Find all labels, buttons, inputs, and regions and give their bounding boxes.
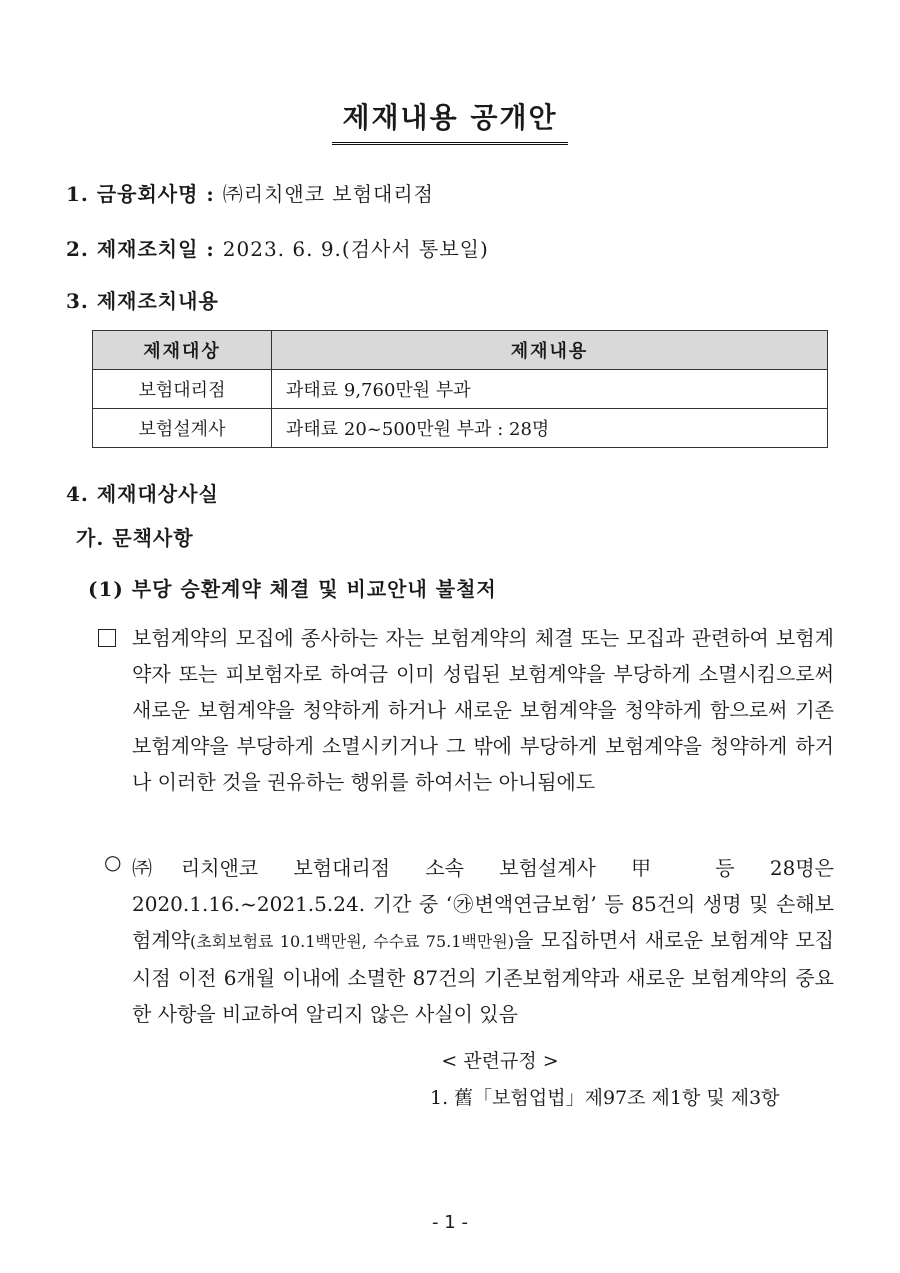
section-2-label: 2. 제재조치일 : — [66, 237, 215, 261]
paragraph-fact-part3: 을 모집하면서 새로운 보험계약 모집시점 이전 6개월 이내에 소멸한 87건의 기존보험계약과 새로운 보험계약의 중요한 사항을 비교하여 알리지 않은 사실이 있음 — [132, 928, 835, 1026]
table-cell-content: 과태료 9,760만원 부과 — [272, 370, 828, 409]
table-header-row — [93, 331, 828, 370]
square-bullet-icon — [98, 629, 116, 647]
regulations-title: < 관련규정 > — [441, 1050, 559, 1072]
subsection-heading: 가. 문책사항 — [76, 526, 194, 550]
document-title-wrap — [0, 96, 900, 145]
table-cell-content: 과태료 20~500만원 부과 : 28명 — [272, 409, 828, 448]
circle-bullet-icon: ○ — [104, 850, 122, 874]
page-number: - 1 - — [432, 1212, 468, 1233]
table-row — [93, 370, 828, 409]
section-1-company — [66, 178, 434, 207]
section-1-value: ㈜리치앤코 보험대리점 — [222, 182, 435, 206]
table-row — [93, 409, 828, 448]
section-2-date — [66, 233, 489, 262]
paragraph-fact — [132, 850, 834, 1032]
sanction-table — [92, 330, 828, 448]
section-3-heading: 3. 제재조치내용 — [66, 289, 219, 313]
regulation-item: 1. 舊「보험업법」제97조 제1항 및 제3항 — [430, 1087, 780, 1109]
table-header-target: 제재대상 — [93, 331, 272, 370]
paragraph-regulation: 보험계약의 모집에 종사하는 자는 보험계약의 체결 또는 모집과 관련하여 보험계약자 또는 피보험자로 하여금 이미 성립된 보험계약을 부당하게 소멸시킴으로써 새로운 보험계약을 청약하게 하거나 새로운 보험계약을 청약하게 함으로써 기존보험계약을 부당하게 소멸시키거나 그 밖에 부당하게 보험계약을 청약하게 하거나 이러한 것을 권유하는 행위를 하여서는 아니됨에도 — [132, 626, 834, 794]
table-cell-target: 보험대리점 — [93, 370, 272, 409]
paragraph-fact-part1: ㈜리치앤코 보험대리점 소속 보험설계사 甲 등 28명은 2020.1.16.~2021.5.24. 기간 중 ‘㉮변액연금보험’ 등 85건의 생명 및 손해보험계약 — [132, 856, 834, 952]
table-cell-target: 보험설계사 — [93, 409, 272, 448]
item-heading: (1) 부당 승환계약 체결 및 비교안내 불철저 — [88, 577, 497, 601]
document-title: 제재내용 공개안 — [332, 96, 567, 145]
section-4-heading: 4. 제재대상사실 — [66, 482, 219, 506]
section-1-label: 1. 금융회사명 : — [66, 182, 215, 206]
paragraph-fact-note: (초회보험료 10.1백만원, 수수료 75.1백만원) — [189, 932, 515, 951]
section-2-value: 2023. 6. 9.(검사서 통보일) — [222, 237, 489, 261]
table-header-content: 제재내용 — [272, 331, 828, 370]
